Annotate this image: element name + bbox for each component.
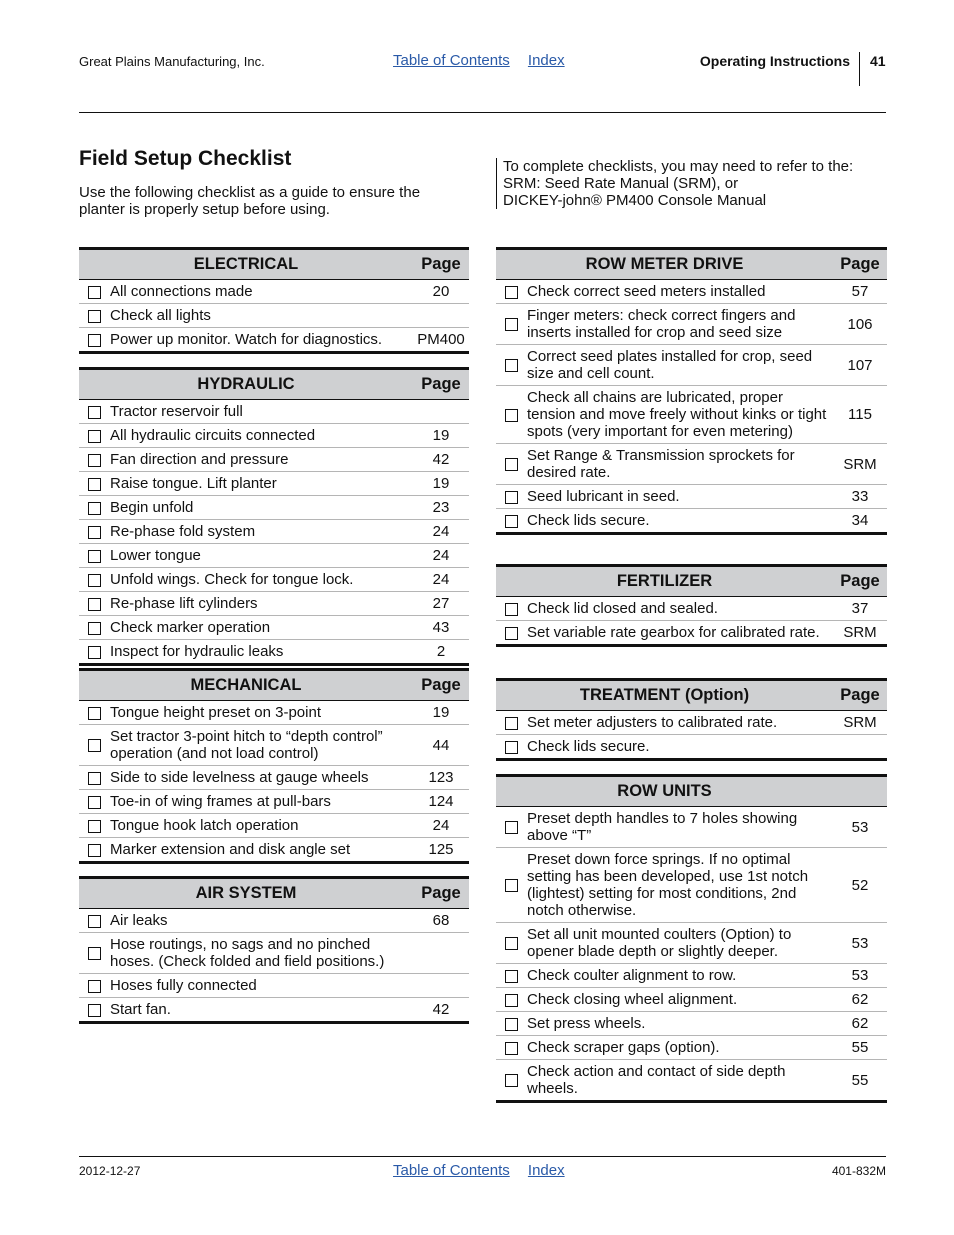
table-title: ROW UNITS: [496, 776, 833, 807]
checklist-item-text: Check all chains are lubricated, proper tension and move freely without kinks or tight spots (very important for even metering): [527, 386, 833, 444]
checklist-page-ref: 19: [413, 472, 469, 496]
checkbox-cell[interactable]: [496, 923, 527, 964]
checklist-page-ref: 24: [413, 814, 469, 838]
checkbox-cell[interactable]: [79, 472, 110, 496]
checklist-item-text: Preset depth handles to 7 holes showing above “T”: [527, 807, 833, 848]
checklist-row: [496, 1060, 887, 1102]
checklist-item-text: Unfold wings. Check for tongue lock.: [110, 568, 413, 592]
checklist-page-ref: [413, 933, 469, 974]
treatment-table: [496, 678, 887, 761]
checkbox-cell[interactable]: [496, 386, 527, 444]
checkbox-cell[interactable]: [496, 280, 527, 304]
checkbox[interactable]: [505, 603, 518, 616]
checklist-page-ref: 23: [413, 496, 469, 520]
checkbox[interactable]: [88, 598, 101, 611]
checkbox-cell[interactable]: [496, 988, 527, 1012]
checklist-row: [496, 304, 887, 345]
checklist-row: [496, 485, 887, 509]
checklist-page-ref: 68: [413, 909, 469, 933]
checklist-page-ref: PM400: [413, 328, 469, 353]
checkbox[interactable]: [505, 359, 518, 372]
header-nav-links: [393, 52, 579, 69]
checklist-item-text: Check correct seed meters installed: [527, 280, 833, 304]
checklist-page-ref: 124: [413, 790, 469, 814]
checklist-item-text: Begin unfold: [110, 496, 413, 520]
checkbox-cell[interactable]: [79, 838, 110, 863]
checklist-row: [79, 790, 469, 814]
checkbox[interactable]: [505, 1074, 518, 1087]
checkbox-cell[interactable]: [79, 616, 110, 640]
checklist-page-ref: 53: [833, 923, 887, 964]
table-title: AIR SYSTEM: [79, 878, 413, 909]
checklist-page-ref: 34: [833, 509, 887, 534]
checklist-item-text: Preset down force springs. If no optimal setting has been developed, use 1st notch (lightest) setting for most conditions, 2nd notch otherwise.: [527, 848, 833, 923]
checkbox-cell[interactable]: [79, 448, 110, 472]
note-line-2: SRM: Seed Rate Manual (SRM), or: [503, 175, 739, 192]
checkbox[interactable]: [88, 1004, 101, 1017]
checkbox[interactable]: [88, 334, 101, 347]
checklist-item-text: Seed lubricant in seed.: [527, 485, 833, 509]
page-column-header: Page: [833, 249, 887, 280]
checklist-item-text: All hydraulic circuits connected: [110, 424, 413, 448]
checklist-page-ref: 125: [413, 838, 469, 863]
checklist-row: [496, 711, 887, 735]
checklist-row: [496, 280, 887, 304]
checklist-item-text: Lower tongue: [110, 544, 413, 568]
checkbox-cell[interactable]: [79, 701, 110, 725]
checkbox-cell[interactable]: [496, 1012, 527, 1036]
checklist-page-ref: 19: [413, 701, 469, 725]
checkbox[interactable]: [88, 502, 101, 515]
checkbox-cell[interactable]: [79, 640, 110, 665]
checkbox-cell[interactable]: [496, 597, 527, 621]
checkbox[interactable]: [88, 646, 101, 659]
checklist-item-text: Check scraper gaps (option).: [527, 1036, 833, 1060]
page-column-header: Page: [833, 566, 887, 597]
checklist-page-ref: [413, 304, 469, 328]
checkbox[interactable]: [505, 741, 518, 754]
checkbox[interactable]: [88, 310, 101, 323]
checkbox[interactable]: [88, 915, 101, 928]
checklist-page-ref: SRM: [833, 444, 887, 485]
hydraulic-table: [79, 367, 469, 666]
checkbox[interactable]: [88, 622, 101, 635]
checklist-row: [79, 998, 469, 1023]
document-number: 401-832M: [831, 1164, 886, 1178]
checklist-page-ref: 27: [413, 592, 469, 616]
page-title: Field Setup Checklist: [79, 147, 292, 170]
checkbox-cell[interactable]: [79, 814, 110, 838]
checklist-page-ref: 53: [833, 964, 887, 988]
checklist-item-text: Re-phase fold system: [110, 520, 413, 544]
checklist-item-text: Fan direction and pressure: [110, 448, 413, 472]
checkbox[interactable]: [88, 526, 101, 539]
company-name: Great Plains Manufacturing, Inc.: [79, 54, 265, 69]
checklist-page-ref: SRM: [833, 711, 887, 735]
checkbox[interactable]: [88, 286, 101, 299]
checklist-row: [79, 544, 469, 568]
checkbox-cell[interactable]: [79, 304, 110, 328]
checkbox[interactable]: [88, 707, 101, 720]
checkbox[interactable]: [88, 980, 101, 993]
checkbox[interactable]: [88, 772, 101, 785]
checklist-row: [79, 328, 469, 353]
checklist-row: [496, 509, 887, 534]
checkbox-cell[interactable]: [496, 807, 527, 848]
checkbox[interactable]: [505, 286, 518, 299]
checklist-row: [79, 616, 469, 640]
checkbox-cell[interactable]: [79, 424, 110, 448]
table-title: ROW METER DRIVE: [496, 249, 833, 280]
checklist-page-ref: SRM: [833, 621, 887, 646]
checklist-item-text: Re-phase lift cylinders: [110, 592, 413, 616]
checklist-page-ref: 24: [413, 520, 469, 544]
checklist-page-ref: 42: [413, 448, 469, 472]
checkbox-cell[interactable]: [79, 496, 110, 520]
checkbox-cell[interactable]: [79, 909, 110, 933]
checklist-page-ref: 57: [833, 280, 887, 304]
checklist-item-text: Toe-in of wing frames at pull-bars: [110, 790, 413, 814]
checklist-page-ref: 44: [413, 725, 469, 766]
checkbox[interactable]: [88, 478, 101, 491]
checklist-row: [79, 933, 469, 974]
table-title: HYDRAULIC: [79, 369, 413, 400]
header-rule: [79, 112, 886, 113]
footer-table-of-contents-link[interactable]: Table of Contents: [393, 1162, 510, 1179]
checkbox[interactable]: [505, 515, 518, 528]
checklist-item-text: Finger meters: check correct fingers and inserts installed for crop and seed size: [527, 304, 833, 345]
checkbox-cell[interactable]: [79, 592, 110, 616]
checklist-row: [79, 568, 469, 592]
table-header: [496, 566, 887, 597]
checklist-item-text: All connections made: [110, 280, 413, 304]
checkbox[interactable]: [88, 820, 101, 833]
checkbox[interactable]: [88, 574, 101, 587]
checklist-row: [496, 848, 887, 923]
checklist-item-text: Marker extension and disk angle set: [110, 838, 413, 863]
checklist-item-text: Check all lights: [110, 304, 413, 328]
checklist-item-text: Set tractor 3-point hitch to “depth control” operation (and not load control): [110, 725, 413, 766]
checklist-item-text: Start fan.: [110, 998, 413, 1023]
footer-date: 2012-12-27: [79, 1164, 141, 1178]
index-link[interactable]: Index: [527, 52, 565, 69]
checklist-item-text: Check coulter alignment to row.: [527, 964, 833, 988]
checklist-page-ref: 106: [833, 304, 887, 345]
footer-index-link[interactable]: Index: [527, 1162, 565, 1179]
row-units-table: [496, 774, 887, 1103]
checkbox[interactable]: [88, 844, 101, 857]
checklist-page-ref: 33: [833, 485, 887, 509]
section-title: Operating Instructions: [699, 53, 850, 69]
checklist-item-text: Set Range & Transmission sprockets for desired rate.: [527, 444, 833, 485]
checkbox[interactable]: [505, 821, 518, 834]
checkbox-cell[interactable]: [496, 509, 527, 534]
note-line-1: To complete checklists, you may need to refer to the:: [503, 158, 854, 175]
table-title: ELECTRICAL: [79, 249, 413, 280]
checklist-row: [496, 1012, 887, 1036]
checkbox[interactable]: [505, 970, 518, 983]
table-title: FERTILIZER: [496, 566, 833, 597]
checklist-page-ref: [413, 400, 469, 424]
checklist-row: [79, 400, 469, 424]
checklist-item-text: Hoses fully connected: [110, 974, 413, 998]
checkbox[interactable]: [505, 491, 518, 504]
checkbox-cell[interactable]: [79, 933, 110, 974]
checklist-page-ref: 19: [413, 424, 469, 448]
footer-nav-links: [393, 1162, 579, 1179]
checkbox-cell[interactable]: [496, 848, 527, 923]
checkbox[interactable]: [505, 937, 518, 950]
checklist-row: [79, 520, 469, 544]
checkbox[interactable]: [505, 409, 518, 422]
checklist-page-ref: 37: [833, 597, 887, 621]
checklist-row: [79, 640, 469, 665]
checkbox-cell[interactable]: [496, 964, 527, 988]
checkbox-cell[interactable]: [496, 711, 527, 735]
checklist-page-ref: 55: [833, 1060, 887, 1102]
checkbox-cell[interactable]: [79, 520, 110, 544]
intro-text: Use the following checklist as a guide to ensure the planter is properly setup before using.: [79, 184, 421, 218]
checklist-page-ref: 107: [833, 345, 887, 386]
checklist-row: [79, 592, 469, 616]
checklist-row: [79, 448, 469, 472]
checklist-row: [79, 496, 469, 520]
checklist-item-text: Check lid closed and sealed.: [527, 597, 833, 621]
page-column-header: Page: [833, 680, 887, 711]
page-column-header: Page: [413, 369, 469, 400]
checklist-page-ref: [833, 735, 887, 760]
checkbox-cell[interactable]: [79, 400, 110, 424]
checklist-row: [496, 386, 887, 444]
checklist-row: [79, 909, 469, 933]
page-column-header: Page: [413, 670, 469, 701]
checklist-row: [496, 597, 887, 621]
checklist-row: [496, 807, 887, 848]
checklist-item-text: Tongue height preset on 3-point: [110, 701, 413, 725]
checkbox[interactable]: [505, 1018, 518, 1031]
checklist-page-ref: 24: [413, 568, 469, 592]
table-title: MECHANICAL: [79, 670, 413, 701]
table-title: TREATMENT (Option): [496, 680, 833, 711]
checklist-row: [496, 988, 887, 1012]
air-system-table: [79, 876, 469, 1024]
table-header: [496, 776, 887, 807]
checkbox[interactable]: [88, 430, 101, 443]
checklist-row: [79, 838, 469, 863]
checkbox-cell[interactable]: [496, 304, 527, 345]
table-header: [496, 680, 887, 711]
checklist-row: [79, 814, 469, 838]
checkbox-cell[interactable]: [496, 735, 527, 760]
checklist-item-text: Tongue hook latch operation: [110, 814, 413, 838]
checklist-row: [496, 621, 887, 646]
fertilizer-table: [496, 564, 887, 647]
checklist-page-ref: 43: [413, 616, 469, 640]
checklist-page-ref: 42: [413, 998, 469, 1023]
row-meter-drive-table: [496, 247, 887, 535]
page-column-header: Page: [413, 249, 469, 280]
checklist-page-ref: 62: [833, 988, 887, 1012]
checklist-item-text: Check closing wheel alignment.: [527, 988, 833, 1012]
checkbox-cell[interactable]: [79, 790, 110, 814]
checkbox-cell[interactable]: [79, 766, 110, 790]
checklist-page-ref: 62: [833, 1012, 887, 1036]
checkbox-cell[interactable]: [79, 544, 110, 568]
checkbox[interactable]: [88, 454, 101, 467]
checklist-page-ref: [413, 974, 469, 998]
page-column-header: [833, 776, 887, 807]
checklist-item-text: Air leaks: [110, 909, 413, 933]
checklist-item-text: Set press wheels.: [527, 1012, 833, 1036]
checklist-row: [79, 304, 469, 328]
checkbox[interactable]: [88, 406, 101, 419]
checklist-row: [496, 444, 887, 485]
checklist-page-ref: 115: [833, 386, 887, 444]
checkbox-cell[interactable]: [79, 974, 110, 998]
checkbox-cell[interactable]: [496, 444, 527, 485]
checkbox[interactable]: [88, 739, 101, 752]
checkbox[interactable]: [88, 550, 101, 563]
page-number: 41: [870, 53, 886, 69]
checklist-page-ref: 24: [413, 544, 469, 568]
table-header: [79, 670, 469, 701]
checkbox[interactable]: [505, 994, 518, 1007]
checklist-row: [79, 424, 469, 448]
checkbox[interactable]: [505, 717, 518, 730]
checklist-item-text: Set all unit mounted coulters (Option) to opener blade depth or slightly deeper.: [527, 923, 833, 964]
checklist-row: [79, 701, 469, 725]
electrical-table: [79, 247, 469, 354]
checkbox[interactable]: [88, 947, 101, 960]
checklist-row: [496, 735, 887, 760]
checklist-item-text: Tractor reservoir full: [110, 400, 413, 424]
checklist-item-text: Inspect for hydraulic leaks: [110, 640, 413, 665]
reference-note: [496, 158, 853, 209]
checklist-item-text: Side to side levelness at gauge wheels: [110, 766, 413, 790]
checkbox[interactable]: [505, 318, 518, 331]
checklist-item-text: Raise tongue. Lift planter: [110, 472, 413, 496]
checklist-item-text: Set meter adjusters to calibrated rate.: [527, 711, 833, 735]
checklist-row: [79, 725, 469, 766]
note-line-3: DICKEY-john® PM400 Console Manual: [503, 192, 767, 209]
checklist-page-ref: 52: [833, 848, 887, 923]
checkbox-cell[interactable]: [496, 485, 527, 509]
checklist-item-text: Set variable rate gearbox for calibrated rate.: [527, 621, 833, 646]
checkbox-cell[interactable]: [496, 1060, 527, 1102]
checkbox-cell[interactable]: [79, 998, 110, 1023]
table-header: [79, 878, 469, 909]
checkbox[interactable]: [505, 627, 518, 640]
checklist-item-text: Check marker operation: [110, 616, 413, 640]
checkbox-cell[interactable]: [79, 328, 110, 353]
page-column-header: Page: [413, 878, 469, 909]
checklist-row: [79, 974, 469, 998]
checklist-row: [496, 923, 887, 964]
checklist-item-text: Check lids secure.: [527, 509, 833, 534]
checkbox[interactable]: [505, 1042, 518, 1055]
checklist-row: [496, 345, 887, 386]
checklist-item-text: Correct seed plates installed for crop, seed size and cell count.: [527, 345, 833, 386]
checklist-row: [79, 280, 469, 304]
table-header: [79, 369, 469, 400]
checkbox-cell[interactable]: [79, 568, 110, 592]
table-header: [496, 249, 887, 280]
checkbox-cell[interactable]: [496, 1036, 527, 1060]
checklist-page-ref: 53: [833, 807, 887, 848]
table-of-contents-link[interactable]: Table of Contents: [393, 52, 510, 69]
checklist-item-text: Power up monitor. Watch for diagnostics.: [110, 328, 413, 353]
checkbox[interactable]: [88, 796, 101, 809]
header-divider: [859, 52, 860, 86]
checklist-row: [79, 766, 469, 790]
checklist-row: [79, 472, 469, 496]
checkbox[interactable]: [505, 879, 518, 892]
table-header: [79, 249, 469, 280]
checklist-item-text: Check lids secure.: [527, 735, 833, 760]
checklist-page-ref: 20: [413, 280, 469, 304]
checklist-item-text: Hose routings, no sags and no pinched hoses. (Check folded and field positions.): [110, 933, 413, 974]
checkbox-cell[interactable]: [79, 725, 110, 766]
checklist-row: [496, 964, 887, 988]
checklist-item-text: Check action and contact of side depth wheels.: [527, 1060, 833, 1102]
checkbox-cell[interactable]: [79, 280, 110, 304]
checklist-row: [496, 1036, 887, 1060]
checkbox-cell[interactable]: [496, 345, 527, 386]
checkbox-cell[interactable]: [496, 621, 527, 646]
checklist-page-ref: 2: [413, 640, 469, 665]
checklist-page-ref: 123: [413, 766, 469, 790]
mechanical-table: [79, 668, 469, 864]
checklist-page-ref: 55: [833, 1036, 887, 1060]
footer-rule: [79, 1156, 886, 1157]
checkbox[interactable]: [505, 458, 518, 471]
